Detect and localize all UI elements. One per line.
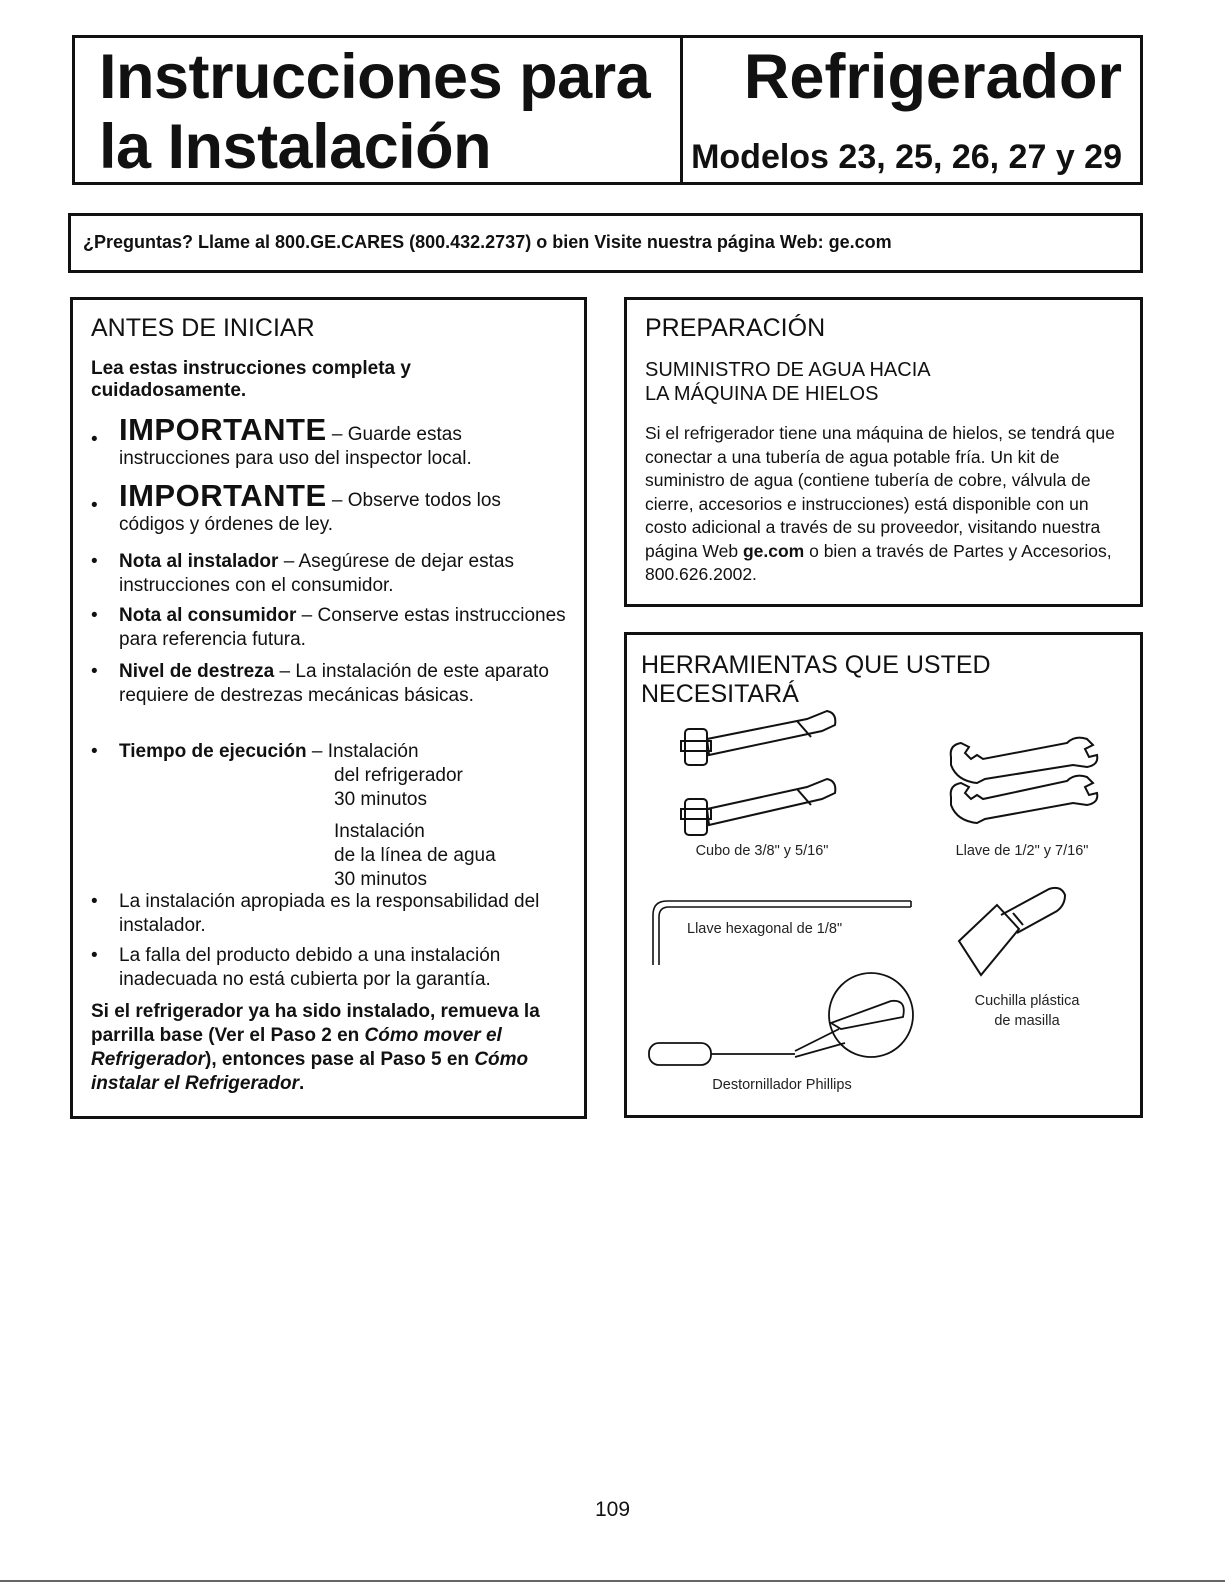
putty-knife-caption (927, 991, 1127, 1031)
putty-knife-icon (957, 885, 1087, 985)
time-text: 30 minutos (334, 869, 427, 890)
skill-label: Nivel de destreza (119, 661, 275, 682)
list-item-note-installer: • Nota al instalador – Asegúrese de dejar estas instrucciones con el consumidor. (91, 551, 514, 596)
list-item-skill-level: • Nivel de destreza – La instalación de este aparato requiere de destrezas mecánicas básicas. (91, 661, 549, 706)
note-installer-text: – Asegúrese de dejar estas instrucciones con el consumidor. (119, 551, 514, 596)
phillips-screwdriver-icon (645, 971, 935, 1071)
subheading-line: SUMINISTRO DE AGUA HACIA (645, 359, 931, 381)
questions-bar (68, 213, 1143, 273)
title-line-2: la Instalación (99, 112, 492, 182)
before-you-begin-panel (70, 297, 587, 1119)
time-text: del refrigerador (334, 765, 463, 786)
important-label: IMPORTANTE (119, 412, 327, 447)
caption-line: Cuchilla plástica (974, 993, 1080, 1009)
socket-caption: Cubo de 3/8" y 5/16" (695, 843, 829, 859)
list-item-completion-time: • Tiempo de ejecución – Instalación del refrigerador 30 minutos Instalación de la línea de agua 30 minutos (91, 740, 571, 892)
questions-text: ¿Preguntas? Llame al 800.GE.CARES (800.432.2737) o bien Visite nuestra página Web: ge.com (83, 232, 892, 252)
tools-heading: HERRAMIENTAS QUE USTED NECESITARÁ (641, 651, 991, 708)
wrench-caption: Llave de 1/2" y 7/16" (955, 843, 1089, 859)
water-supply-text (645, 422, 1135, 587)
closing-text: ), entonces pase al Paso 5 en (205, 1049, 475, 1070)
time-label: Tiempo de ejecución (119, 741, 307, 762)
time-text: Instalación (334, 821, 425, 842)
preparation-panel (624, 297, 1143, 607)
title-block (72, 35, 1143, 185)
before-you-begin-heading: ANTES DE INICIAR (91, 314, 315, 342)
hex-key-caption: Llave hexagonal de 1/8" (687, 921, 843, 937)
title-divider (680, 38, 683, 182)
important-label: IMPORTANTE (119, 478, 327, 513)
proper-installation-text: La instalación apropiada es la responsabilidad del instalador. (119, 891, 540, 936)
document-title (99, 42, 650, 182)
socket-wrench-icon (677, 701, 847, 841)
closing-reference: Cómo mover el Refrigerador (91, 1025, 502, 1070)
bottom-rule (0, 1580, 1225, 1582)
closing-text: Si el refrigerador ya ha sido instalado, remueva la parrilla base (Ver el Paso 2 en (91, 1001, 540, 1046)
closing-text: . (299, 1073, 305, 1094)
website-link[interactable]: ge.com (742, 540, 805, 561)
subheading-line: LA MÁQUINA DE HIELOS (645, 383, 879, 405)
warranty-text: La falla del producto debido a una instalación inadecuada no está cubierta por la garantía. (119, 945, 501, 990)
title-line-1: Instrucciones para (99, 42, 651, 112)
note-installer-label: Nota al instalador (119, 551, 279, 572)
time-text: de la línea de agua (334, 845, 496, 866)
important-text: – Guarde estas instrucciones para uso del inspector local. (119, 424, 472, 469)
list-item-note-consumer: • Nota al consumidor – Conserve estas instrucciones para referencia futura. (91, 605, 566, 650)
important-text: – Observe todos los códigos y órdenes de ley. (119, 490, 501, 535)
caption-line: de masilla (994, 1013, 1060, 1029)
note-consumer-text: – Conserve estas instrucciones para referencia futura. (119, 605, 566, 650)
time-text: – Instalación (306, 741, 419, 762)
already-installed-note (91, 1000, 571, 1096)
skill-text: – La instalación de este aparato requiere de destrezas mecánicas básicas. (119, 661, 549, 706)
page-number: 109 (594, 1498, 631, 1521)
list-item-warranty: • La falla del producto debido a una instalación inadecuada no está cubierta por la garantía. (91, 944, 571, 992)
list-item-proper-installation: • La instalación apropiada es la responsabilidad del instalador. (91, 890, 571, 938)
time-text: 30 minutos (334, 789, 427, 810)
list-item-important-1: • IMPORTANTE – Guarde estas instrucciones para uso del inspector local. (91, 412, 472, 469)
list-item-important-2: • IMPORTANTE – Observe todos los códigos y órdenes de ley. (91, 478, 501, 535)
models-line: Modelos 23, 25, 26, 27 y 29 (691, 138, 1122, 176)
closing-reference: Cómo instalar el Refrigerador (91, 1049, 529, 1094)
tools-panel (624, 632, 1143, 1118)
body-text: Si el refrigerador tiene una máquina de hielos, se tendrá que conectar a una tubería de agua potable fría. Un kit de suministro de agua (contiene tubería de cobre, válvula de cierre, accesorios e instrucciones) está disponible con un costo adicional a través de su proveedor, visitando nuestra página Web (645, 423, 1115, 561)
product-name: Refrigerador (743, 42, 1122, 112)
note-consumer-label: Nota al consumidor (119, 605, 297, 626)
preparation-heading: PREPARACIÓN (645, 314, 826, 342)
body-text: o bien a través de Partes y Accesorios, 800.626.2002. (645, 540, 1112, 584)
water-supply-subheading (645, 358, 931, 406)
open-end-wrench-icon (947, 735, 1107, 825)
intro-text: Lea estas instrucciones completa y cuidadosamente. (91, 358, 411, 401)
screwdriver-caption: Destornillador Phillips (712, 1077, 852, 1093)
